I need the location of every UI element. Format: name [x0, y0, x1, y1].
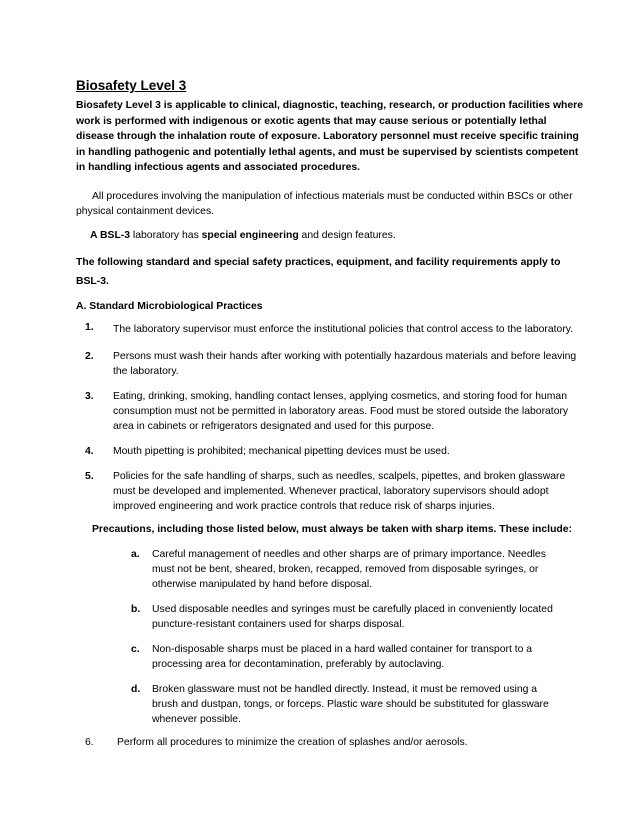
sub-list-text: Broken glassware must not be handled directly. Instead, it must be removed using a brush and dustpan, tongs, or forceps. Plastic ware should be substituted for glassware whenever possible. — [152, 683, 549, 725]
list-item-number: 5. — [85, 470, 94, 482]
sub-list-item — [131, 642, 586, 672]
sub-list-letter: a. — [131, 548, 140, 560]
bsl3-tail: and design features. — [298, 229, 396, 241]
list-item-number: 3. — [85, 390, 94, 402]
list-item-number: 6. — [85, 736, 94, 748]
list-item-text: Eating, drinking, smoking, handling contact lenses, applying cosmetics, and storing food for human consumption must not be permitted in laboratory areas. Food must be stored outside the laboratory area in cabinets or refrigerators designated and used for this purpose. — [113, 390, 569, 432]
page-title: Biosafety Level 3 — [76, 78, 187, 93]
sub-list-text: Used disposable needles and syringes must be carefully placed in conveniently located puncture-resistant containers used for sharps disposal. — [152, 603, 553, 630]
list-item — [76, 389, 586, 434]
list-item-number: 1. — [85, 321, 94, 333]
list-item-text: Policies for the safe handling of sharps, such as needles, scalpels, pipettes, and broken glassware must be developed and implemented. Whenever practical, laboratory supervisors should adopt improved engineering and work practice controls that reduce risk of sharps injuries. — [113, 470, 566, 512]
list-item — [76, 469, 586, 514]
precautions-heading: Precautions, including those listed below, must always be taken with sharp items. These include: — [92, 523, 573, 535]
apply-statement: The following standard and special safety practices, equipment, and facility requirements apply to BSL-3. — [76, 256, 561, 287]
list-item — [76, 320, 586, 339]
list-item — [76, 444, 586, 459]
sub-list-item — [131, 547, 586, 592]
section-heading: A. Standard Microbiological Practices — [76, 300, 263, 312]
sub-list-item — [131, 682, 586, 727]
sub-list-letter: c. — [131, 643, 140, 655]
list-item-text: Persons must wash their hands after working with potentially hazardous materials and before leaving the laboratory. — [113, 350, 577, 377]
bsl3-features-line — [90, 230, 586, 241]
sub-list-letter: d. — [131, 683, 141, 695]
list-item-text: The laboratory supervisor must enforce the institutional policies that control access to the laboratory. — [113, 323, 574, 335]
list-item — [85, 737, 586, 748]
sub-list-text: Non-disposable sharps must be placed in a hard walled container for transport to a processing area for decontamination, preferably by autoclaving. — [152, 643, 533, 670]
bsl3-lead: A BSL-3 — [90, 229, 131, 241]
bsc-paragraph: All procedures involving the manipulation of infectious materials must be conducted within BSCs or other physical containment devices. — [76, 190, 573, 217]
list-item-number: 2. — [85, 350, 94, 362]
list-item-text: Perform all procedures to minimize the creation of splashes and/or aerosols. — [117, 736, 468, 748]
list-item — [76, 349, 586, 379]
sub-list-item — [131, 602, 586, 632]
sub-list-letter: b. — [131, 603, 141, 615]
sub-list-text: Careful management of needles and other sharps are of primary importance. Needles must not be bent, sheared, broken, recapped, removed from disposable syringes, or otherwise manipulated by hand before disposal. — [152, 548, 546, 590]
intro-paragraph: Biosafety Level 3 is applicable to clinical, diagnostic, teaching, research, or production facilities where work is performed with indigenous or exotic agents that may cause serious or potentially lethal disease through the inhalation route of exposure. Laboratory personnel must receive specific training in handling pathogenic and potentially lethal agents, and must be supervised by scientists competent in handling infectious agents and associated procedures. — [76, 100, 583, 173]
list-item-text: Mouth pipetting is prohibited; mechanical pipetting devices must be used. — [113, 445, 450, 457]
bsl3-emphasis: special engineering — [201, 229, 299, 241]
bsl3-mid: laboratory has — [130, 229, 202, 241]
list-item-number: 4. — [85, 445, 94, 457]
